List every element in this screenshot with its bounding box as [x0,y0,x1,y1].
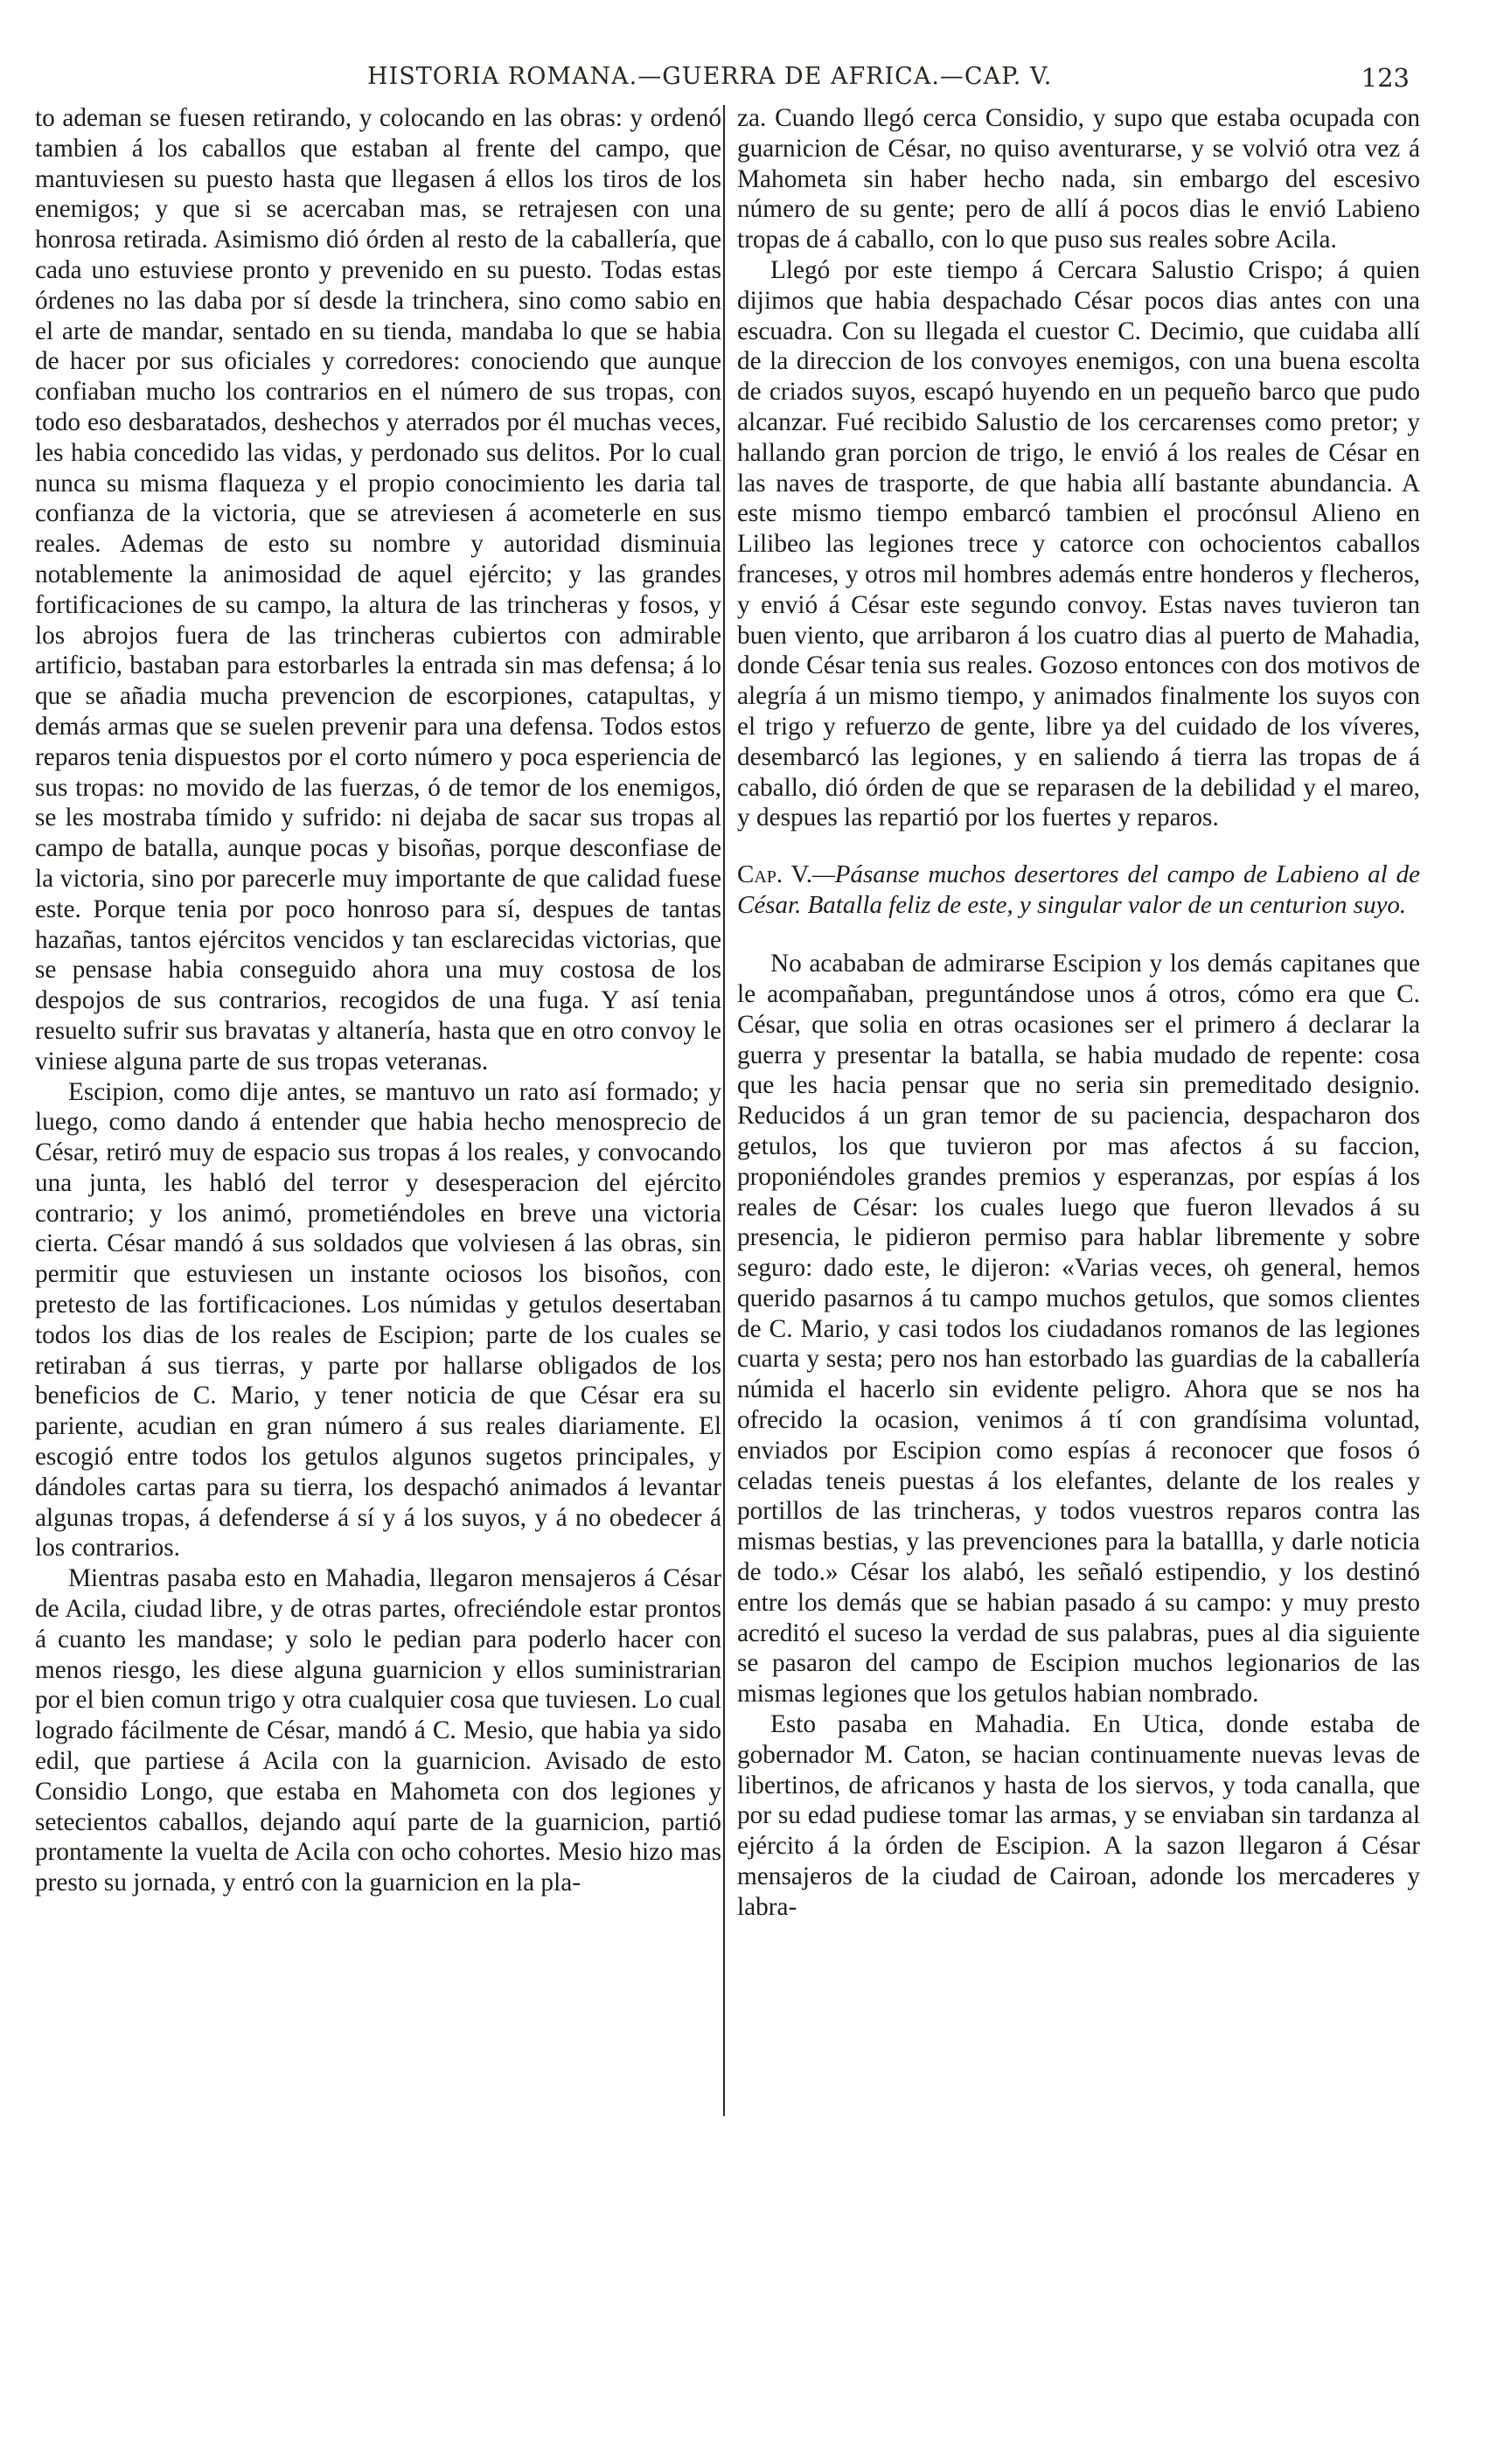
running-header [0,63,1504,98]
paragraph: Llegó por este tiempo á Cercara Salustio Crispo; á quien dijimos que habia despachado César pocos dias antes con una escuadra. Con su llegada el cuestor C. Decimio, que cuidaba allí de la direccion de los convoyes enemigos, con una buena escolta de criados suyos, escapó huyendo en un pequeño barco que pudo alcanzar. Fué recibido Salustio de los cercarenses como pretor; y hallando gran porcion de trigo, le envió á los reales de César en las naves de trasporte, de que habia allí bastante abundancia. A este mismo tiempo embarcó tambien el procónsul Alieno en Lilibeo las legiones trece y catorce con ochocientos caballos franceses, y otros mil hombres además entre honderos y flecheros, y envió á César este segundo convoy. Estas naves tuvieron tan buen viento, que arribaron á los cuatro dias al puerto de Mahadia, donde César tenia sus reales. Gozoso entonces con dos motivos de alegría á un mismo tiempo, y animados finalmente los suyos con el trigo y refuerzo de gente, libre ya del cuidado de los víveres, desembarcó las legiones, y en saliendo á tierra las tropas de á caballo, dió órden de que se reparasen de la debilidad y el mareo, y despues las repartió por los fuertes y reparos. [737,255,1420,832]
paragraph: No acababan de admirarse Escipion y los demás capitanes que le acompañaban, preguntándose unos á otros, cómo era que C. César, que solia en otras ocasiones ser el primero á declarar la guerra y presentar la batalla, se habia mudado de repente: cosa que les hacia pensar que no seria sin premeditado designio. Reducidos á un gran temor de su paciencia, despacharon dos getulos, los que tuvieron por mas afectos á su faccion, proponiéndoles grandes premios y esperanzas, por espías á los reales de César: los cuales luego que fueron llevados á su presencia, le pidieron permiso para hablar libremente y sobre seguro: dado este, le dijeron: «Varias veces, oh general, hemos querido pasarnos á tu campo muchos getulos, que somos clientes de C. Mario, y casi todos los ciudadanos romanos de las legiones cuarta y sesta; pero nos han estorbado las guardias de la caballería númida el hacerlo sin evidente peligro. Ahora que se nos ha ofrecido la ocasion, venimos á tí con grandísima voluntad, enviados por Escipion como espías á reconocer que fosos ó celadas teneis puestas á los elefantes, delante de los reales y portillos de las trincheras, y todos vuestros reparos contra las mismas bestias, y las prevenciones para la batallla, y darle noticia de todo.» César los alabó, les señaló estipendio, y los destinó entre los demás que se habian pasado á su campo: y muy presto acreditó el suceso la verdad de sus palabras, pues al dia siguiente se pasaron del campo de Escipion muchos legionarios de las mismas legiones que los getulos habian nombrado. [737,950,1420,1709]
paragraph: to ademan se fuesen retirando, y colocando en las obras: y ordenó tambien á los caballos que estaban al frente del campo, que mantuviesen su puesto hasta que llegasen á ellos los tiros de los enemigos; y que si se acercaban mas, se retrajesen con una honrosa retirada. Asimismo dió órden al resto de la caballería, que cada uno estuviese pronto y prevenido en su puesto. Todas estas órdenes no las daba por sí desde la trinchera, sino como sabio en el arte de mandar, sentado en su tienda, mandaba lo que se habia de hacer por sus oficiales y corredores: conociendo que aunque confiaban mucho los contrarios en el número de sus tropas, con todo eso desbaratados, deshechos y aterrados por él muchas veces, les habia concedido las vidas, y perdonado sus delitos. Por lo cual nunca su misma flaqueza y el propio conocimiento les daria tal confianza de la victoria, que se atreviesen á acometerle en sus reales. Ademas de esto su nombre y autoridad disminuia notablemente la animosidad de aquel ejército; y las grandes fortificaciones de su campo, la altura de las trincheras y fosos, y los abrojos fuera de las trincheras cubiertos con admirable artificio, bastaban para estorbarles la entrada sin mas defensa; á lo que se añadia mucha prevencion de escorpiones, catapultas, y demás armas que se suelen prevenir para una defensa. Todos estos reparos tenia dispuestos por el corto número y poca esperiencia de sus tropas: no movido de las fuerzas, ó de temor de los enemigos, se les mostraba tímido y sufrido: ni dejaba de sacar sus tropas al campo de batalla, aunque pocas y bisoñas, porque desconfiase de la victoria, sino por parecerle muy importante de que calidad fuese este. Porque tenia por poco honroso para sí, despues de tantas hazañas, tantos ejércitos vencidos y tan esclarecidas victorias, que se pensase habia conseguido ahora una muy costosa de los despojos de sus contrarios, recogidos de una fuga. Y así tenia resuelto sufrir sus bravatas y altanería, hasta que en otro convoy le viniese alguna parte de sus tropas veteranas. [35,104,721,1075]
page-number: 123 [1361,63,1410,93]
paragraph: Escipion, como dije antes, se mantuvo un rato así formado; y luego, como dando á entender que habia hecho menosprecio de César, retiró muy de espacio sus tropas á los reales, y convocando una junta, les habló del terror y desesperacion del ejército contrario; y los animó, prometiéndoles en breve una victoria cierta. César mandó á sus soldados que volviesen á las obras, sin permitir que estuviesen un instante ociosos los bisoños, con pretesto de las fortificaciones. Los númidas y getulos desertaban todos los dias de los reales de Escipion; parte de los cuales se retiraban á sus tierras, y parte por hallarse obligados de los beneficios de C. Mario, y tener noticia de que César era su pariente, acudian en gran número á sus reales diariamente. El escogió entre todos los getulos algunos sugetos principales, y dándoles cartas para su tierra, los despachó animados á levantar algunas tropas, á defenderse á sí y á los suyos, y á no obedecer á los contrarios. [35,1077,721,1563]
paragraph: Esto pasaba en Mahadia. En Utica, donde estaba de gobernador M. Caton, se hacian continuamente nuevas levas de libertinos, de africanos y hasta de los siervos, y toda canalla, que por su edad pudiese tomar las armas, y se enviaban sin tardanza al ejército á la órden de Escipion. A la sazon llegaron á César mensajeros de la ciudad de Cairoan, adonde los mercaderes y labra- [737,1710,1420,1921]
paragraph: za. Cuando llegó cerca Considio, y supo que estaba ocupada con guarnicion de César, no quiso aventurarse, y se volvió otra vez á Mahometa sin haber hecho nada, sin embargo del escesivo número de su gente; pero de allí á pocos dias le envió Labieno tropas de á caballo, con lo que puso sus reales sobre Acila. [737,104,1420,254]
paragraph: Mientras pasaba esto en Mahadia, llegaron mensajeros á César de Acila, ciudad libre, y de otras partes, ofreciéndole estar prontos á cuanto les mandase; y solo le pedian para poderlo hacer con menos riesgo, les diese alguna guarnicion y ellos suministrarian por el bien comun trigo y otra cualquier cosa que tuviesen. Lo cual logrado fácilmente de César, mandó á C. Mesio, que habia ya sido edil, que partiese á Acila con la guarnicion. Avisado de esto Considio Longo, que estaba en Mahometa con dos legiones y setecientos caballos, dejando aquí parte de la guarnicion, partió prontamente la vuelta de Acila con ocho cohortes. Mesio hizo mas presto su jornada, y entró con la guarnicion en la pla- [35,1564,721,1897]
column-divider [723,105,725,2116]
chapter-title: —Pásanse muchos desertores del campo de Labieno al de César. Batalla feliz de este, y singular valor de un centurion suyo. [737,860,1420,920]
left-column [35,103,721,1898]
chapter-label: Cap. V. [737,860,812,889]
running-title: HISTORIA ROMANA.—GUERRA DE AFRICA.—CAP. V. [367,63,1053,90]
chapter-heading [737,860,1420,921]
right-column [737,103,1420,1923]
